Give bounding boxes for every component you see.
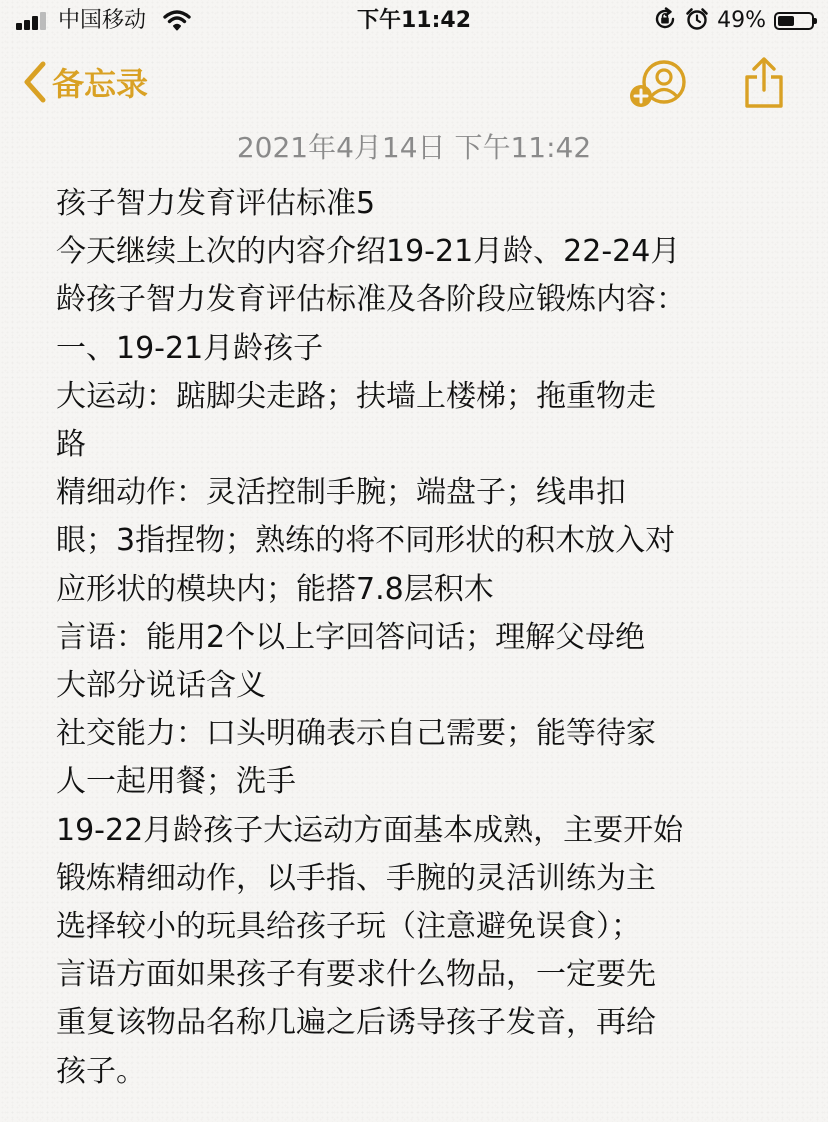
back-label: 备忘录 — [52, 65, 149, 103]
note-line: 路 — [56, 427, 86, 463]
chevron-left-icon — [22, 60, 48, 108]
note-line: 重复该物品名称几遍之后诱导孩子发音，再给 — [56, 1005, 656, 1041]
back-button[interactable] — [22, 60, 148, 108]
share-icon — [742, 56, 786, 110]
note-line: 今天继续上次的内容介绍19-21月龄、22-24月 — [56, 234, 681, 270]
note-body[interactable] — [56, 180, 786, 1096]
share-button[interactable] — [742, 56, 786, 110]
note-line: 应形状的模块内；能搭7.8层积木 — [56, 571, 494, 607]
battery-fill — [778, 16, 794, 26]
note-line: 言语：能用2个以上字回答问话；理解父母绝 — [56, 619, 646, 655]
rotation-lock-icon — [653, 7, 677, 35]
status-time: 下午11:42 — [356, 8, 472, 33]
note-line: 人一起用餐；洗手 — [56, 764, 296, 800]
status-right-group — [653, 8, 814, 34]
carrier-name: 中国移动 — [58, 8, 147, 33]
note-line: 锻炼精细动作，以手指、手腕的灵活训练为主 — [56, 860, 656, 896]
note-line: 精细动作：灵活控制手腕；端盘子；线串扣 — [56, 475, 626, 511]
note-line: 眼；3指捏物；熟练的将不同形状的积木放入对 — [56, 523, 676, 559]
status-bar — [0, 0, 828, 42]
note-line: 言语方面如果孩子有要求什么物品，一定要先 — [56, 957, 656, 993]
note-line: 大部分说话含义 — [56, 668, 266, 704]
alarm-icon — [685, 7, 709, 35]
note-date: 2021年4月14日 下午11:42 — [236, 131, 592, 164]
note-line: 龄孩子智力发育评估标准及各阶段应锻炼内容： — [56, 282, 686, 318]
add-people-button[interactable] — [628, 58, 690, 110]
battery-icon — [774, 12, 814, 30]
note-line: 大运动：踮脚尖走路；扶墙上楼梯；拖重物走 — [56, 378, 656, 414]
note-line: 孩子。 — [56, 1053, 146, 1089]
note-line: 社交能力：口头明确表示自己需要；能等待家 — [56, 716, 656, 752]
note-line: 19-22月龄孩子大运动方面基本成熟，主要开始 — [56, 812, 684, 848]
add-person-icon — [628, 58, 690, 110]
battery-percent: 49% — [717, 8, 766, 33]
note-line: 孩子智力发育评估标准5 — [56, 186, 376, 221]
note-line: 一、19-21月龄孩子 — [56, 330, 324, 366]
note-line: 选择较小的玩具给孩子玩（注意避免误食）； — [56, 909, 641, 945]
